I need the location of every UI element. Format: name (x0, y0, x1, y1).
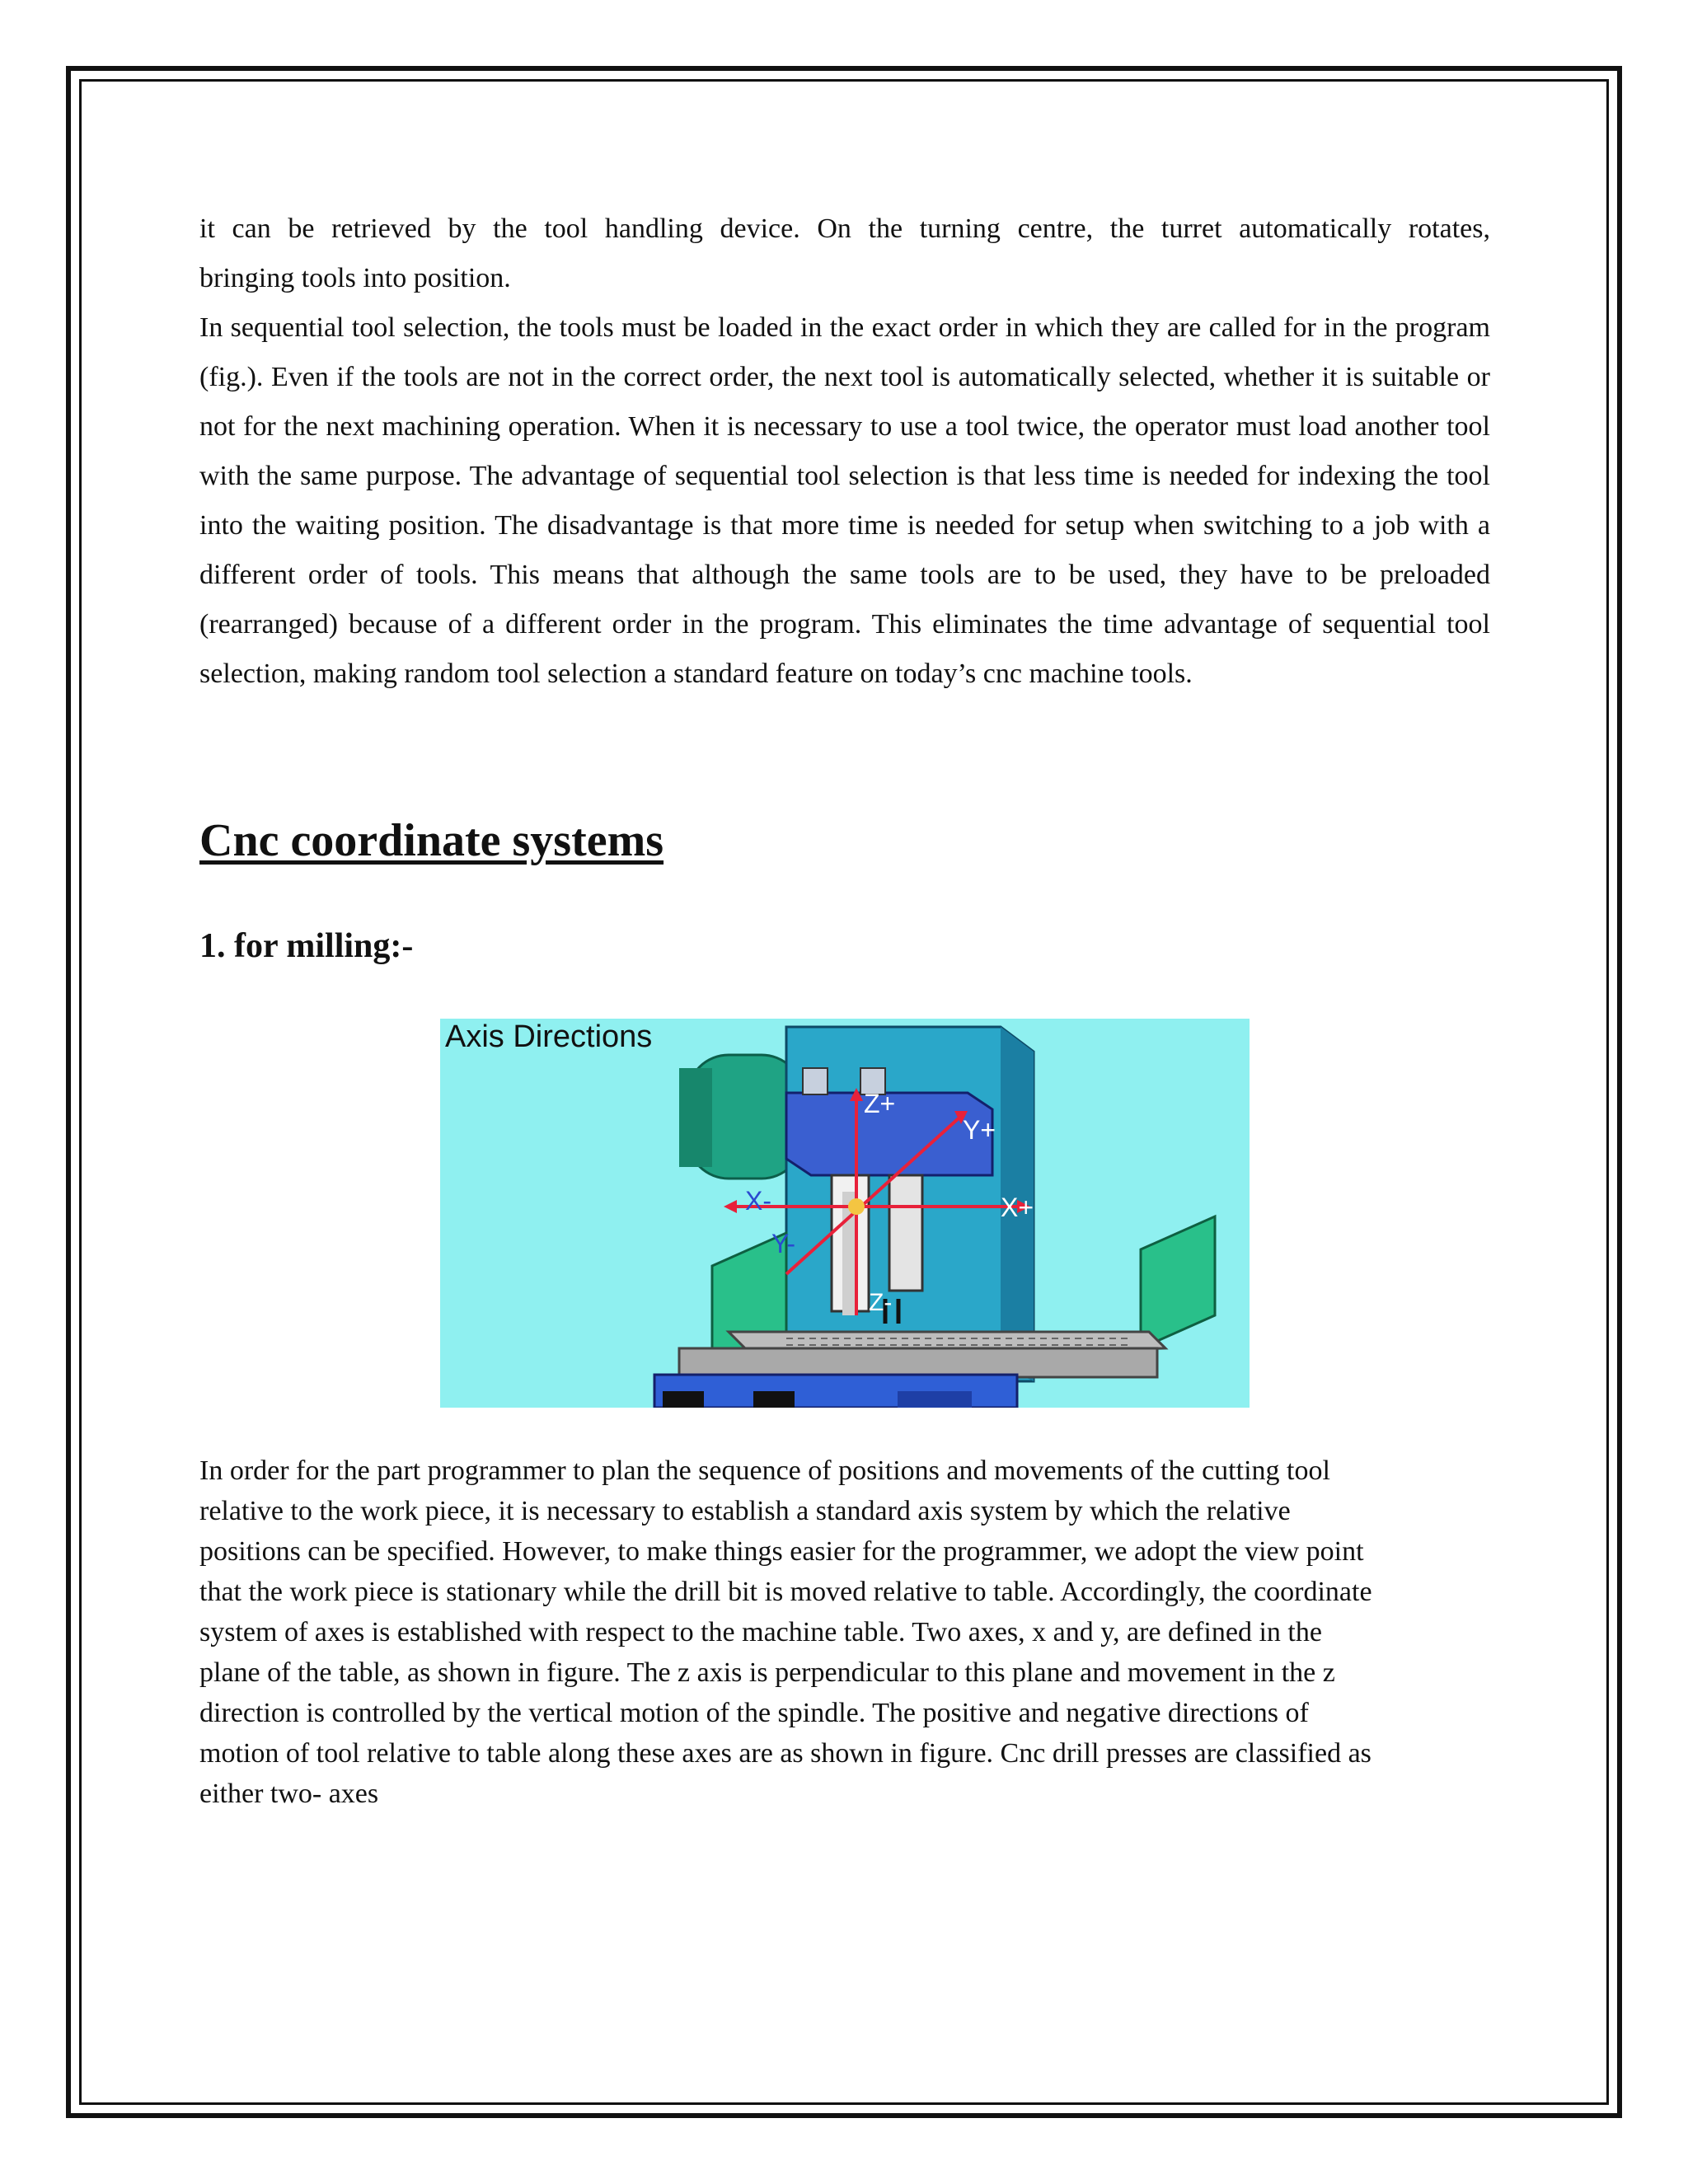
label-x-plus: X+ (1001, 1193, 1034, 1222)
label-z-plus: Z+ (864, 1089, 896, 1118)
base-foot (898, 1391, 972, 1408)
sequential-paragraph: In sequential tool selection, the tools must be loaded in the exact order in which they are called for in the program (fig.). Even if the tools are not in the correct order, the next tool is automatically selected, whether it is suitable or not for the next machining operation. When it is necessary to use a tool twice, the operator must load another tool with the same purpose. The advantage of sequential tool selection is that less time is needed for indexing the tool into the waiting position. The disadvantage is that more time is needed for setup when switching to a job with a different order of tools. This means that although the same tools are to be used, they have to be preloaded (rearranged) because of a different order in the program. This eliminates the time advantage of sequential tool selection, making random tool selection a standard feature on today’s cnc machine tools. (199, 312, 1490, 689)
coordinate-line: plane of the table, as shown in figure. The z axis is perpendicular to this plane and movement in the z (199, 1657, 1335, 1688)
coordinate-line: either two- axes (199, 1779, 379, 1809)
coordinate-line: relative to the work piece, it is necessary to establish a standard axis system by which the relative (199, 1496, 1291, 1526)
coordinate-paragraph (199, 1451, 1490, 1814)
label-y-plus: Y+ (963, 1115, 996, 1145)
page-content (199, 204, 1490, 1809)
section-heading: Cnc coordinate systems (199, 815, 664, 866)
base-slot-left (663, 1391, 704, 1408)
intro-paragraph (199, 204, 1490, 699)
coordinate-line: positions can be specified. However, to make things easier for the programmer, we adopt the view point (199, 1536, 1364, 1567)
head-bolt-left (803, 1068, 828, 1094)
coordinate-line: In order for the part programmer to plan the sequence of positions and movements of the cutting tool (199, 1455, 1330, 1486)
label-z-minus: Z- (869, 1289, 893, 1316)
coordinate-line: that the work piece is stationary while the drill bit is moved relative to table. Accordingly, the coordinate (199, 1577, 1372, 1607)
coordinate-line: direction is controlled by the vertical motion of the spindle. The positive and negative directions of (199, 1698, 1309, 1728)
label-x-minus: X- (745, 1186, 771, 1216)
spindle-guide (889, 1175, 922, 1291)
motor-end (679, 1068, 712, 1167)
base-slot-right (753, 1391, 795, 1408)
intro-line-2: bringing tools into position. (199, 263, 511, 293)
axis-directions-figure (440, 1019, 1250, 1408)
coordinate-line: system of axes is established with respect to the machine table. Two axes, x and y, are defined in the (199, 1617, 1322, 1647)
coordinate-line: motion of tool relative to table along these axes are as shown in figure. Cnc drill presses are classified as (199, 1738, 1372, 1769)
intro-line-1: it can be retrieved by the tool handling device. On the turning centre, the turret automatically rotates, (199, 213, 1490, 244)
subsection-heading: 1. for milling:- (199, 927, 414, 965)
axis-origin (848, 1198, 865, 1215)
machine-table-front (679, 1348, 1157, 1377)
milling-machine-diagram (440, 1019, 1250, 1408)
label-y-minus: Y- (771, 1229, 796, 1258)
figure-title: Axis Directions (445, 1019, 653, 1054)
